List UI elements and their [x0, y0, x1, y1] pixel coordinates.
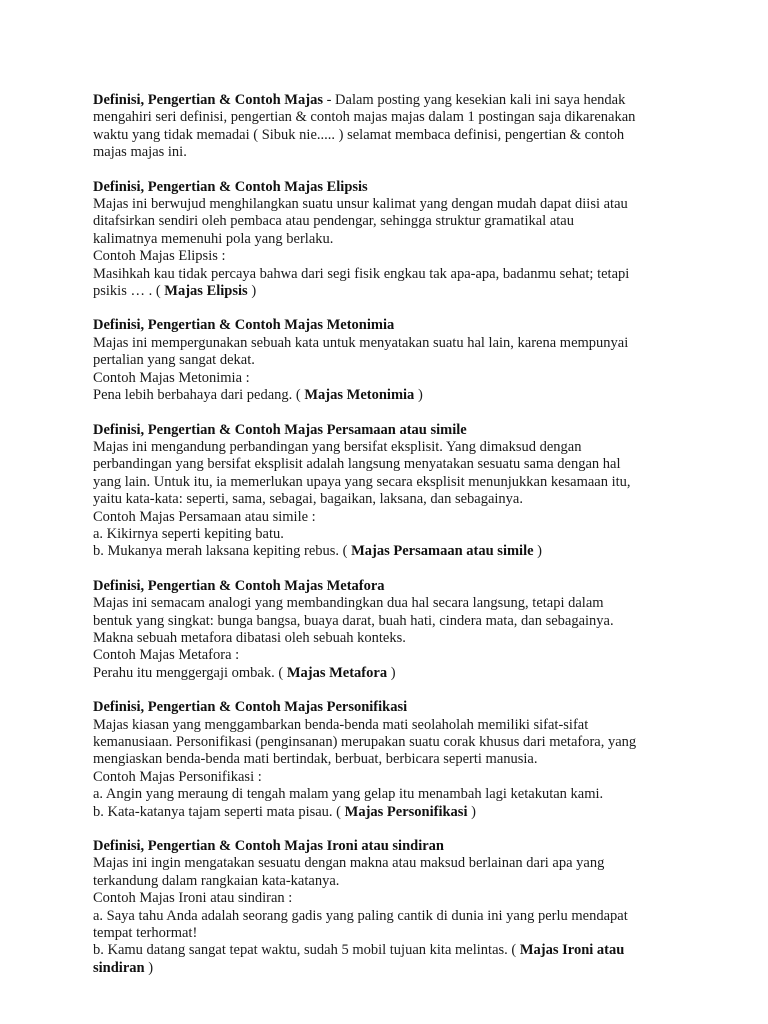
section-personifikasi: [93, 699, 693, 821]
body-line: kemanusiaan. Personifikasi (penginsanan) merupakan suatu corak khusus dari metafora, yang: [93, 734, 637, 750]
example-final-line: [93, 942, 693, 959]
example-line: a. Angin yang meraung di tengah malam yang gelap itu menambah lagi ketakutan kami.: [93, 786, 604, 803]
example-label: Contoh Majas Personifikasi :: [93, 768, 262, 785]
example-label: Contoh Majas Metonimia :: [93, 369, 250, 386]
body-line: pertalian yang sangat dekat.: [93, 352, 255, 369]
document-page: [93, 92, 693, 994]
section-ironi: [93, 838, 693, 977]
example-text: ): [533, 543, 543, 560]
body-line: Majas ini mempergunakan sebuah kata untuk menyatakan suatu hal lain, karena mempunyai: [93, 334, 629, 351]
section-simile: [93, 422, 693, 561]
body-line: terkandung dalam rangkaian kata-katanya.: [93, 872, 340, 889]
section-metonimia: [93, 317, 693, 404]
example-label: Contoh Majas Ironi atau sindiran :: [93, 890, 293, 907]
intro-line: majas majas ini.: [93, 144, 187, 161]
intro-text: - Dalam posting yang kesekian kali ini saya hendak: [322, 92, 626, 108]
section-heading-text: Definisi, Pengertian & Contoh Majas Personifikasi: [93, 699, 408, 716]
section-heading: [93, 838, 693, 855]
intro-title: Definisi, Pengertian & Contoh Majas: [93, 92, 323, 108]
section-metafora: [93, 578, 693, 682]
example-line: a. Saya tahu Anda adalah seorang gadis yang paling cantik di dunia ini yang perlu mendapat: [93, 907, 628, 924]
intro-line: mengahiri seri definisi, pengertian & contoh majas majas dalam 1 postingan saja dikarenakan: [93, 109, 636, 126]
example-final-line: [93, 804, 693, 821]
body-line: Majas ini berwujud menghilangkan suatu unsur kalimat yang dengan mudah dapat diisi atau: [93, 196, 628, 213]
section-heading-text: Definisi, Pengertian & Contoh Majas Elipsis: [93, 178, 368, 195]
body-line: Makna sebuah metafora dibatasi oleh sebuah konteks.: [93, 629, 406, 646]
example-label: Contoh Majas Metafora :: [93, 647, 240, 664]
majas-tag: Majas Ironi atau: [519, 942, 625, 959]
section-heading-text: Definisi, Pengertian & Contoh Majas Persamaan atau simile: [93, 421, 467, 438]
example-line: Masihkah kau tidak percaya bahwa dari segi fisik engkau tak apa-apa, badanmu sehat; tetapi: [93, 265, 630, 282]
example-text: ): [414, 387, 423, 404]
section-heading: [93, 699, 693, 716]
majas-tag: Majas Elipsis: [164, 283, 248, 300]
section-heading: [93, 179, 693, 196]
body-line: kalimatnya memenuhi pola yang berlaku.: [93, 230, 334, 247]
majas-tag: Majas Personifikasi: [344, 803, 468, 820]
example-text: b. Mukanya merah laksana kepiting rebus. (: [93, 543, 352, 560]
section-heading: [93, 578, 693, 595]
majas-tag: Majas Persamaan atau simile: [351, 543, 534, 560]
example-text: Pena lebih berbahaya dari pedang. (: [93, 387, 305, 404]
example-line: tempat terhormat!: [93, 925, 198, 942]
body-line: ditafsirkan sendiri oleh pembaca atau pendengar, sehingga struktur gramatikal atau: [93, 213, 574, 230]
example-final-line: [93, 665, 693, 682]
majas-tag: sindiran: [93, 959, 145, 976]
example-label: Contoh Majas Persamaan atau simile :: [93, 508, 316, 525]
majas-tag: Majas Metonimia: [304, 387, 415, 404]
section-heading-text: Definisi, Pengertian & Contoh Majas Metonimia: [93, 317, 395, 334]
intro-line: waktu yang tidak memadai ( Sibuk nie..... ) selamat membaca definisi, pengertian & contoh: [93, 126, 625, 143]
section-heading: [93, 422, 693, 439]
body-line: Majas ini ingin mengatakan sesuatu dengan makna atau maksud berlainan dari apa yang: [93, 855, 605, 872]
example-final-line-cont: [93, 960, 693, 977]
body-line: Majas kiasan yang menggambarkan benda-benda mati seolaholah memiliki sifat-sifat: [93, 716, 589, 733]
body-line: yang lain. Untuk itu, ia memerlukan upaya yang secara eksplisit menunjukkan kesamaan itu,: [93, 473, 631, 490]
body-line: yaitu kata-kata: seperti, sama, sebagai, bagaikan, laksana, dan sebagainya.: [93, 491, 523, 508]
intro-paragraph: [93, 92, 693, 162]
example-text: ): [387, 664, 396, 681]
example-text: ): [247, 283, 257, 300]
section-elipsis: [93, 179, 693, 301]
example-text: Perahu itu menggergaji ombak. (: [93, 664, 287, 681]
majas-tag: Majas Metafora: [286, 664, 388, 681]
example-line: a. Kikirnya seperti kepiting batu.: [93, 525, 284, 542]
example-final-line: [93, 543, 693, 560]
example-final-line: [93, 283, 693, 300]
example-text: b. Kata-katanya tajam seperti mata pisau. (: [93, 803, 345, 820]
body-line: Majas ini mengandung perbandingan yang bersifat eksplisit. Yang dimaksud dengan: [93, 438, 582, 455]
example-text: ): [467, 803, 476, 820]
intro-first-line: [93, 92, 693, 109]
example-text: psikis … . (: [93, 283, 165, 300]
body-line: Majas ini semacam analogi yang membandingkan dua hal secara langsung, tetapi dalam: [93, 595, 604, 612]
section-heading-text: Definisi, Pengertian & Contoh Majas Ironi atau sindiran: [93, 838, 444, 855]
example-text: b. Kamu datang sangat tepat waktu, sudah 5 mobil tujuan kita melintas. (: [93, 942, 520, 959]
section-heading: [93, 317, 693, 334]
section-heading-text: Definisi, Pengertian & Contoh Majas Metafora: [93, 577, 385, 594]
body-line: mengiaskan benda-benda mati bertindak, berbuat, berbicara seperti manusia.: [93, 751, 538, 768]
body-line: bentuk yang singkat: bunga bangsa, buaya darat, buah hati, cindera mata, dan sebagainya.: [93, 612, 614, 629]
body-line: perbandingan yang bersifat eksplisit adalah langsung menyatakan sesuatu sama dengan hal: [93, 456, 621, 473]
example-text: ): [144, 959, 154, 976]
example-label: Contoh Majas Elipsis :: [93, 248, 226, 265]
example-final-line: [93, 387, 693, 404]
